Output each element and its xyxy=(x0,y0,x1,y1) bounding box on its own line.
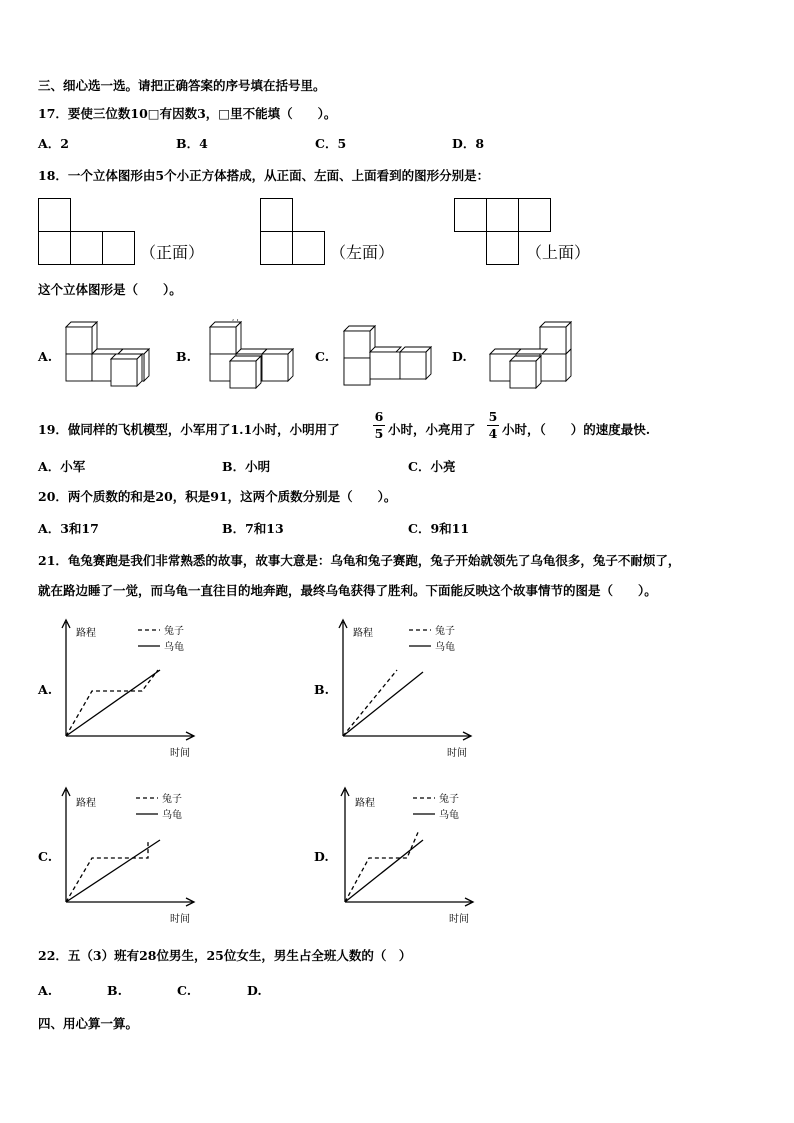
question-20-stem: 20．两个质数的和是20，积是91，这两个质数分别是（ ）。 xyxy=(38,489,397,504)
q20-option-c: C．9和11 xyxy=(408,521,470,536)
question-22-stem: 22．五（3）班有28位男生，25位女生，男生占全班人数的（ ） xyxy=(38,948,412,963)
q18-option-b-label: B. xyxy=(176,349,191,364)
fraction-numerator: 6 xyxy=(374,409,384,424)
legend-tortoise: 乌龟 xyxy=(435,642,455,653)
left-view-label: （左面） xyxy=(330,243,395,262)
q18-option-d-label: D. xyxy=(452,349,467,364)
y-axis-label: 路程 xyxy=(76,628,96,639)
q22-option-c: C. xyxy=(177,983,192,998)
fraction-six-fifths xyxy=(373,410,385,441)
fraction-five-fourths xyxy=(487,410,499,441)
q20-option-a: A．3和17 xyxy=(38,521,99,536)
cube-figure-a xyxy=(64,320,154,390)
q18-option-c-label: C. xyxy=(315,349,330,364)
svg-text:, ,: , , xyxy=(232,314,239,322)
section-heading: 三、细心选一选。请把正确答案的序号填在括号里。 xyxy=(38,78,326,93)
x-axis-label: 时间 xyxy=(170,914,190,925)
q22-option-a: A. xyxy=(38,983,53,998)
legend-tortoise: 乌龟 xyxy=(164,642,184,653)
cube-figure-d xyxy=(488,320,578,392)
q18-option-a-label: A. xyxy=(38,349,53,364)
section-heading-4: 四、用心算一算。 xyxy=(38,1016,139,1031)
x-axis-label: 时间 xyxy=(447,748,467,759)
question-19-stem-part2: 小时，小亮用了 xyxy=(388,422,476,437)
front-view-figure xyxy=(38,198,138,266)
question-21-line1: 21．龟兔赛跑是我们非常熟悉的故事，故事大意是：乌龟和兔子赛跑，兔子开始就领先了乌龟很多，兔子不耐烦了， xyxy=(38,553,681,568)
race-graph-b xyxy=(335,616,485,764)
q17-option-a: A．2 xyxy=(38,136,69,151)
question-18-stem: 18．一个立体图形由5个小正方体搭成，从正面、左面、上面看到的图形分别是： xyxy=(38,168,490,183)
race-graph-c xyxy=(58,784,208,930)
cube-figure-c xyxy=(342,322,438,390)
question-18-prompt: 这个立体图形是（ ）。 xyxy=(38,282,182,297)
q21-option-c-label: C. xyxy=(38,849,53,864)
legend-tortoise: 乌龟 xyxy=(439,810,459,821)
top-view-label: （上面） xyxy=(526,243,591,262)
x-axis-label: 时间 xyxy=(449,914,469,925)
q19-option-b: B．小明 xyxy=(222,459,271,474)
cube-figure-b xyxy=(208,316,298,392)
question-19-stem-part1: 19．做同样的飞机模型，小军用了1.1小时，小明用了 xyxy=(38,422,340,437)
race-graph-d xyxy=(337,784,487,930)
q17-option-c: C．5 xyxy=(315,136,347,151)
q17-option-b: B．4 xyxy=(176,136,208,151)
q21-option-a-label: A. xyxy=(38,682,53,697)
fraction-denominator: 5 xyxy=(374,426,384,441)
q21-option-d-label: D. xyxy=(314,849,329,864)
question-19-stem-part3: 小时，（ ）的速度最快. xyxy=(502,422,651,437)
q21-option-b-label: B. xyxy=(314,682,329,697)
q22-option-d: D. xyxy=(247,983,262,998)
fraction-numerator: 5 xyxy=(488,409,498,424)
legend-rabbit: 兔子 xyxy=(435,626,455,637)
race-graph-a xyxy=(58,616,208,764)
legend-rabbit: 兔子 xyxy=(164,626,184,637)
legend-rabbit: 兔子 xyxy=(439,794,459,805)
legend-rabbit: 兔子 xyxy=(162,794,182,805)
q19-option-a: A．小军 xyxy=(38,459,86,474)
question-17-stem: 17．要使三位数10□有因数3，□里不能填（ ）。 xyxy=(38,106,337,121)
q19-option-c: C．小亮 xyxy=(408,459,456,474)
fraction-denominator: 4 xyxy=(488,426,498,441)
q22-option-b: B. xyxy=(107,983,122,998)
legend-tortoise: 乌龟 xyxy=(162,810,182,821)
q17-option-d: D．8 xyxy=(452,136,485,151)
y-axis-label: 路程 xyxy=(353,628,373,639)
y-axis-label: 路程 xyxy=(76,798,96,809)
left-view-figure xyxy=(260,198,330,266)
x-axis-label: 时间 xyxy=(170,748,190,759)
y-axis-label: 路程 xyxy=(355,798,375,809)
question-21-line2: 就在路边睡了一觉，而乌龟一直往目的地奔跑，最终乌龟获得了胜利。下面能反映这个故事情节的图是（ ）。 xyxy=(38,583,657,598)
q20-option-b: B．7和13 xyxy=(222,521,284,536)
front-view-label: （正面） xyxy=(140,243,205,262)
